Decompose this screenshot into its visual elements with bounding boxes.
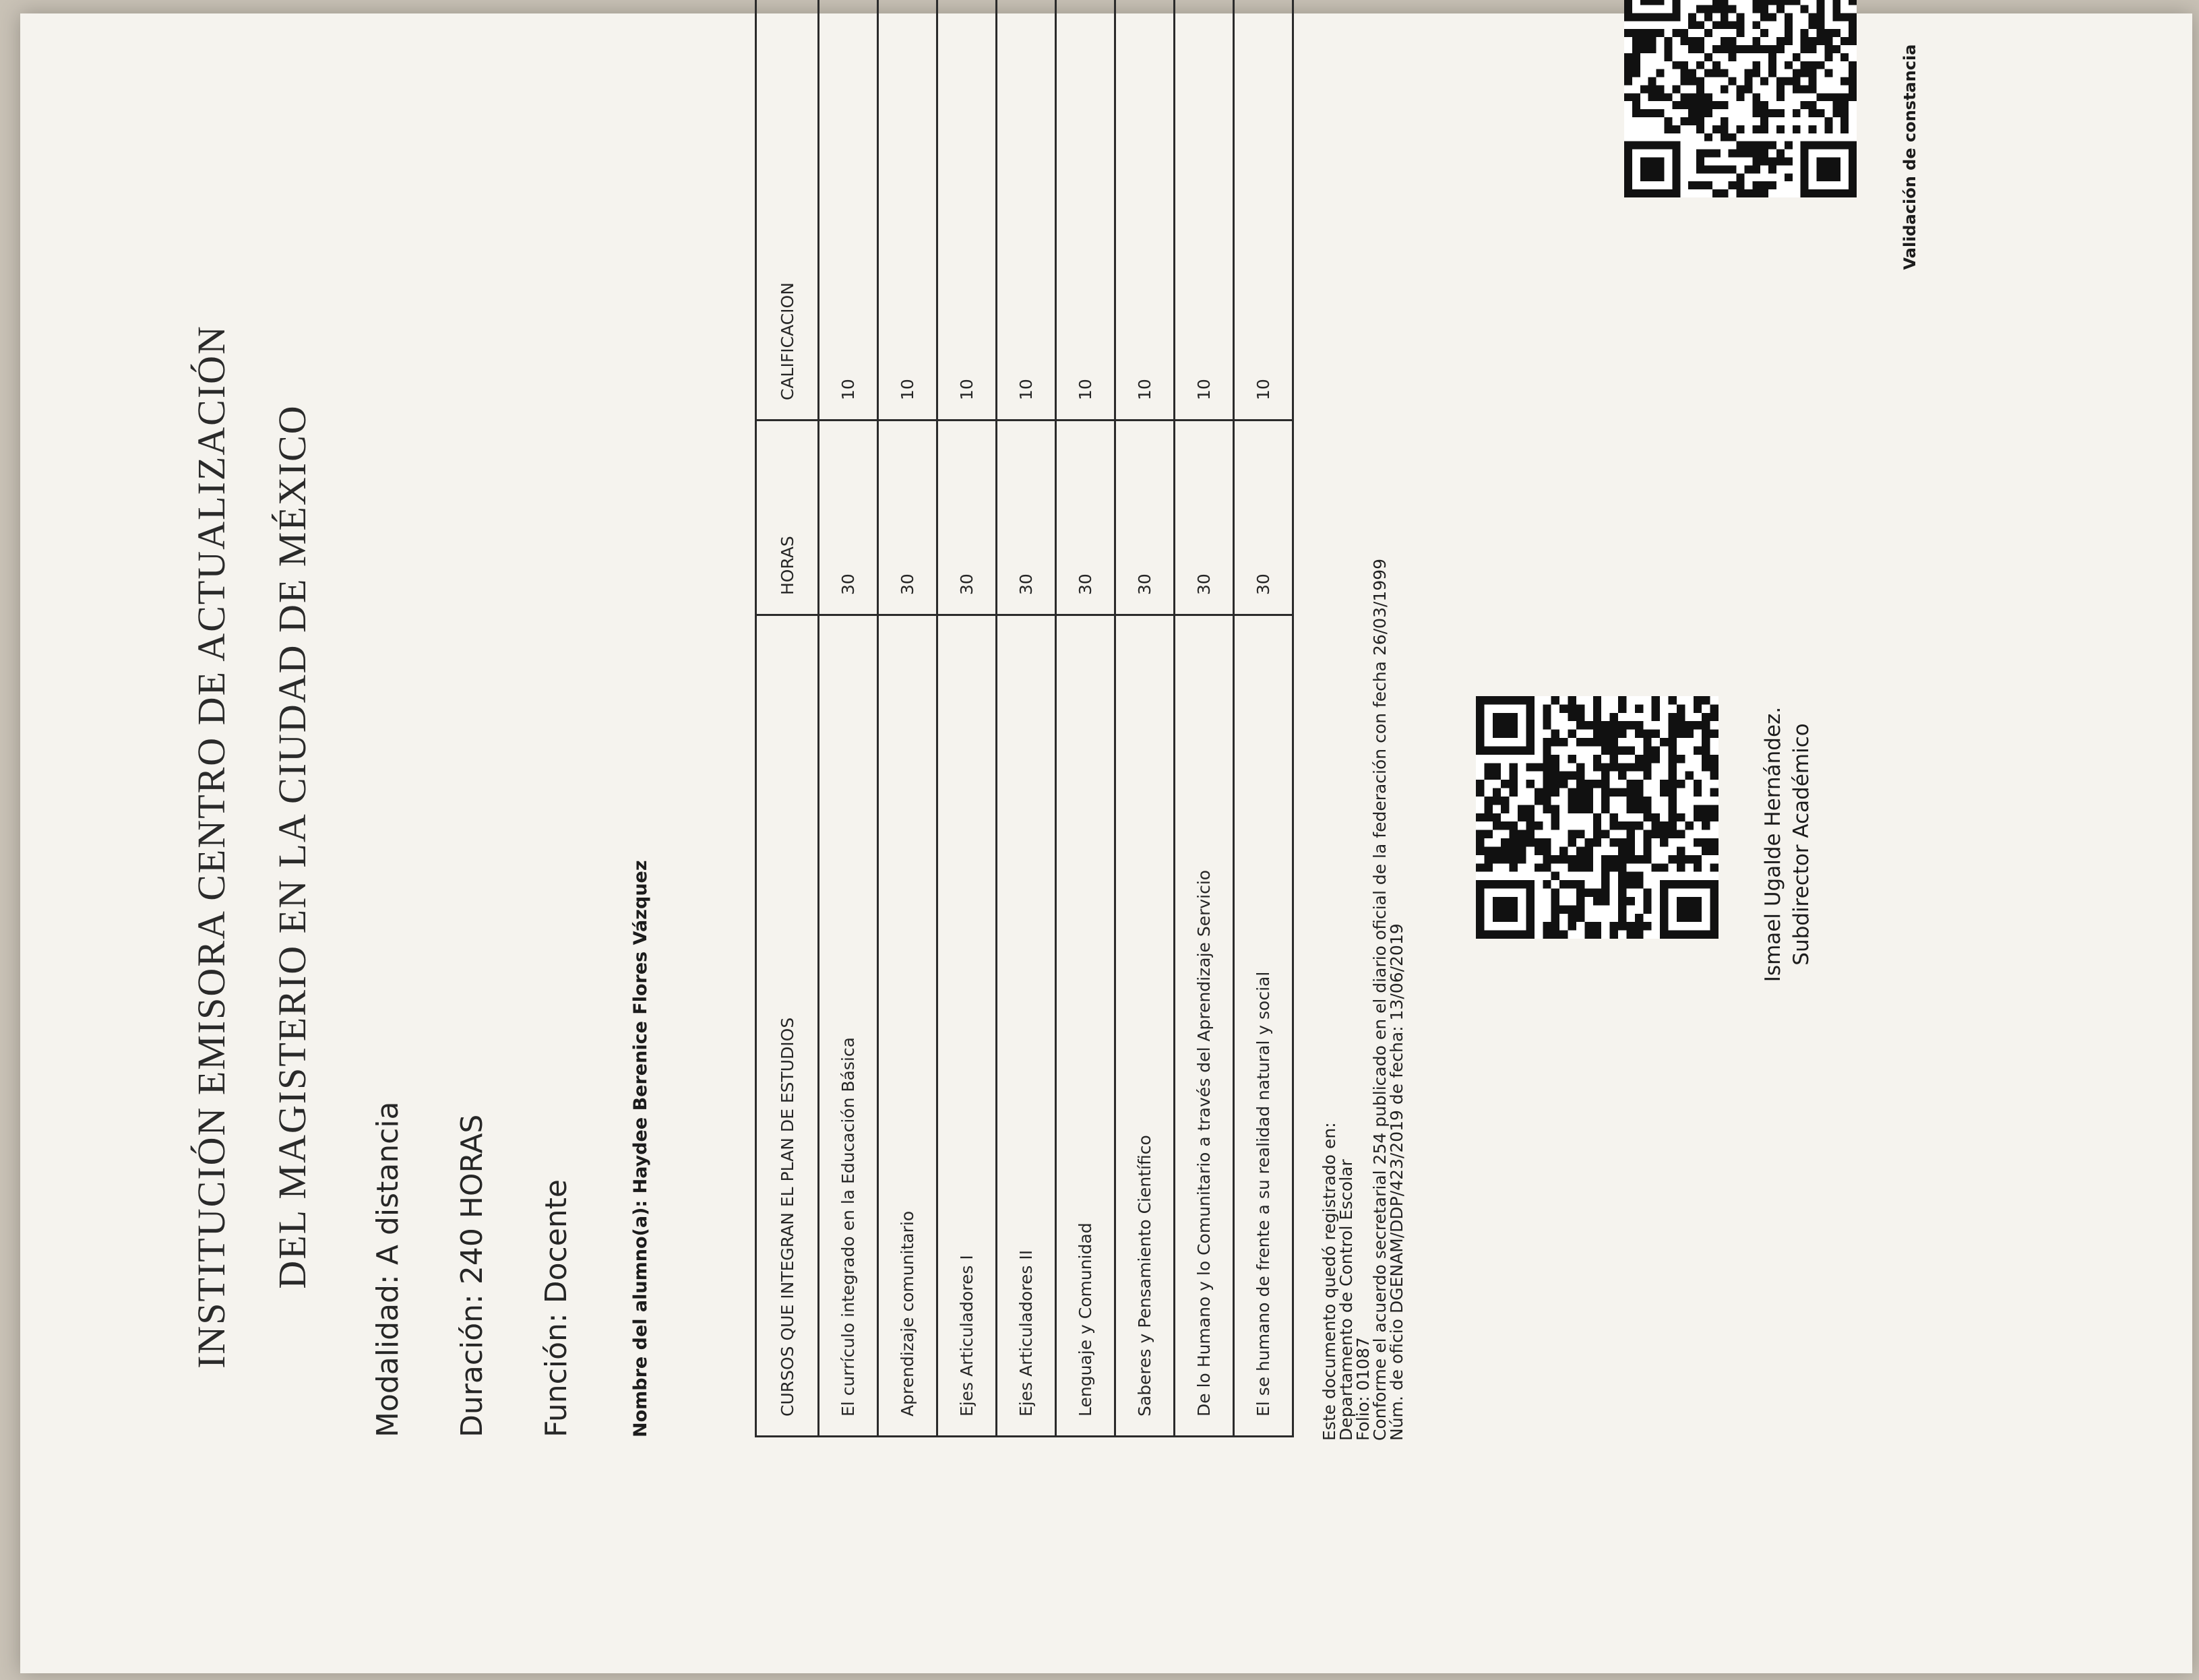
header-grade: CALIFICACION	[756, 0, 819, 421]
table-row	[1175, 0, 1234, 1437]
course-hours: 30	[878, 421, 937, 615]
registration-line: Este documento quedó registrado en:	[1320, 1122, 1339, 1441]
institution-title-line-2: DEL MAGISTERIO EN LA CIUDAD DE MÉXICO	[270, 404, 314, 1289]
course-name: Ejes Articuladores II	[997, 615, 1056, 1437]
course-name: Saberes y Pensamiento Científico	[1115, 615, 1175, 1437]
course-hours: 30	[1056, 421, 1115, 615]
table-row	[1056, 0, 1115, 1437]
table-row	[937, 0, 997, 1437]
signature-block	[1759, 609, 1816, 1080]
registration-line: Núm. de oficio DGENAM/DDP/423/2019 de fecha: 13/06/2019	[1387, 923, 1406, 1441]
header-hours: HORAS	[756, 421, 819, 615]
registration-line: Folio: 01087	[1353, 1337, 1373, 1441]
course-grade: 10	[937, 0, 997, 421]
course-grade: 10	[819, 0, 878, 421]
course-name: Lenguaje y Comunidad	[1056, 615, 1115, 1437]
validation-label: Validación de constancia	[1900, 44, 1919, 270]
course-name: De lo Humano y lo Comunitario a través del Aprendizaje Servicio	[1175, 615, 1234, 1437]
course-grade: 10	[997, 0, 1056, 421]
course-grade: 10	[1234, 0, 1293, 421]
course-hours: 30	[997, 421, 1056, 615]
table-header-row	[756, 0, 819, 1437]
header-courses: CURSOS QUE INTEGRAN EL PLAN DE ESTUDIOS	[756, 615, 819, 1437]
course-hours: 30	[1115, 421, 1175, 615]
duracion-text: Duración: 240 HORAS	[455, 1114, 489, 1437]
signatory-title: Subdirector Académico	[1789, 723, 1814, 966]
table-row	[1115, 0, 1175, 1437]
table-row	[1234, 0, 1293, 1437]
courses-table	[755, 0, 1294, 1437]
student-name-line	[630, 860, 651, 1437]
course-name: Ejes Articuladores I	[937, 615, 997, 1437]
registration-line: Departamento de Control Escolar	[1336, 1159, 1356, 1441]
course-grade: 10	[878, 0, 937, 421]
registration-notes	[1321, 559, 1405, 1441]
student-label: Nombre del alumno(a):	[630, 1200, 651, 1437]
document-page	[20, 13, 2192, 1673]
table-row	[878, 0, 937, 1437]
course-name: Aprendizaje comunitario	[878, 615, 937, 1437]
institution-title-line-1: INSTITUCIÓN EMISORA CENTRO DE ACTUALIZACIÓN	[189, 325, 233, 1369]
rotated-content	[20, 20, 2186, 1673]
table-row	[819, 0, 878, 1437]
funcion-text: Función: Docente	[539, 1179, 574, 1437]
course-name: El se humano de frente a su realidad natural y social	[1234, 615, 1293, 1437]
course-grade: 10	[1056, 0, 1115, 421]
course-hours: 30	[819, 421, 878, 615]
course-hours: 30	[937, 421, 997, 615]
modalidad-text: Modalidad: A distancia	[371, 1101, 405, 1437]
qr-code-icon	[1624, 0, 1857, 197]
course-grade: 10	[1115, 0, 1175, 421]
table-row	[997, 0, 1056, 1437]
signatory-name: Ismael Ugalde Hernández.	[1761, 706, 1785, 983]
course-hours: 30	[1234, 421, 1293, 615]
course-grade: 10	[1175, 0, 1234, 421]
course-name: El currículo integrado en la Educación Básica	[819, 615, 878, 1437]
course-hours: 30	[1175, 421, 1234, 615]
student-name: Haydee Berenice Flores Vázquez	[630, 860, 651, 1194]
registration-line: Conforme el acuerdo secretarial 254 publicado en el diario oficial de la federación con fecha 26/03/1999	[1370, 558, 1390, 1441]
qr-code-icon	[1476, 696, 1718, 939]
